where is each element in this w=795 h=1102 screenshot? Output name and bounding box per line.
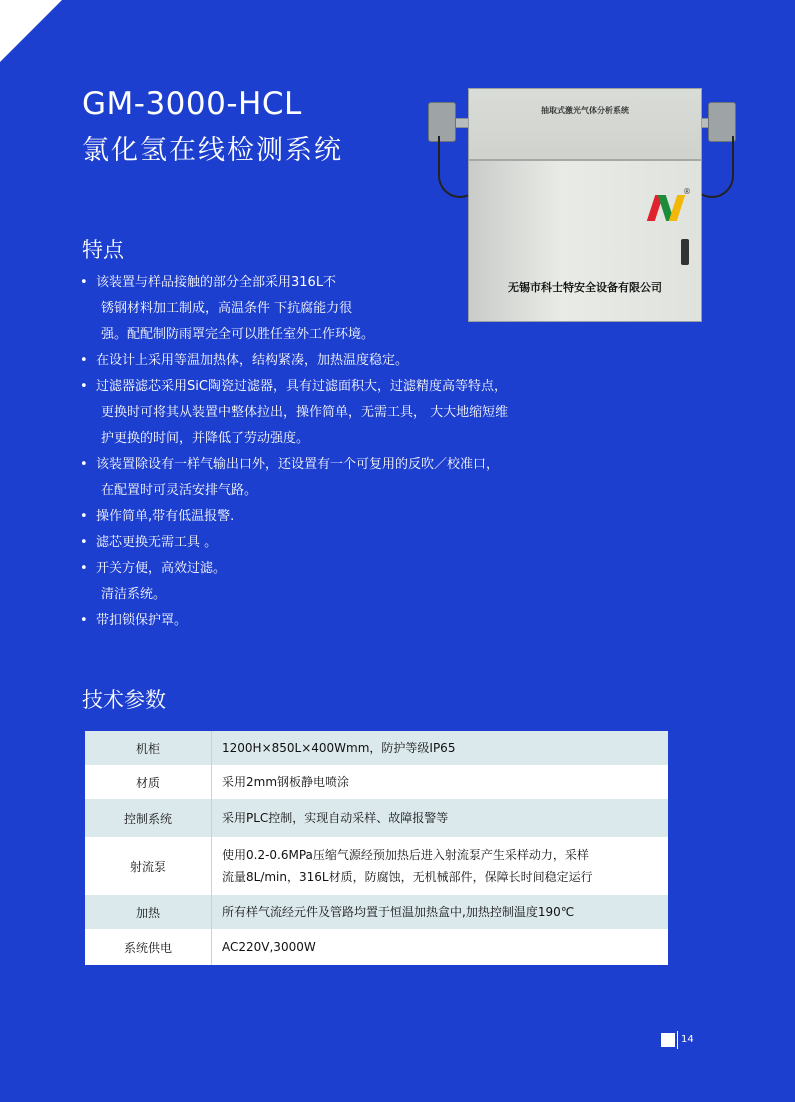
spec-label: 材质 (135, 775, 160, 790)
feature-item (80, 504, 570, 530)
bullet-icon: • (80, 457, 88, 472)
bullet-icon: • (80, 275, 88, 290)
spec-row (85, 895, 668, 929)
spec-value-line: 采用PLC控制，实现自动采样、故障报警等 (222, 811, 449, 825)
features-list (80, 270, 570, 634)
registered-mark: ® (683, 187, 691, 196)
company-name-label: 无锡市科士特安全设备有限公司 (508, 281, 662, 294)
spec-value-line: AC220V,3000W (222, 940, 316, 954)
feature-item (80, 270, 570, 348)
spec-value-line: 1200H×850L×400Wmm，防护等级IP65 (222, 741, 456, 755)
product-model-title: GM-3000-HCL (82, 86, 302, 122)
product-name-title: 氯化氢在线检测系统 (82, 135, 343, 166)
spec-row (85, 929, 668, 965)
feature-text: 清洁系统。 (101, 587, 167, 602)
feature-item (80, 452, 570, 504)
bullet-icon: • (80, 353, 88, 368)
feature-item (80, 530, 570, 556)
cabinet-heating-box (469, 89, 701, 161)
feature-text: 该装置除设有一样气输出口外，还设置有一个可复用的反吹／校准口， (96, 457, 500, 472)
feature-item (80, 608, 570, 634)
spec-row (85, 799, 668, 837)
page-marker (661, 1033, 675, 1047)
spec-label: 控制系统 (85, 799, 212, 837)
cabinet-handle (681, 239, 689, 265)
cabinet-title-label: 抽取式激光气体分析系统 (541, 106, 629, 115)
spec-value (212, 765, 669, 799)
bullet-icon: • (80, 561, 88, 576)
spec-value (212, 895, 669, 929)
feature-item (80, 348, 570, 374)
spec-row (85, 731, 668, 765)
feature-text: 操作简单,带有低温报警. (96, 509, 235, 524)
feature-text: 锈钢材料加工制成，高温条件 下抗腐能力很 (101, 301, 353, 316)
corner-fold (0, 0, 62, 62)
feature-text: 在设计上采用等温加热体，结构紧凑，加热温度稳定。 (96, 353, 409, 368)
bullet-icon: • (80, 535, 88, 550)
feature-text: 该装置与样品接触的部分全部采用316L不 (96, 275, 337, 290)
company-logo (649, 189, 693, 223)
spec-row (85, 765, 668, 799)
spec-label: 系统供电 (123, 940, 172, 955)
feature-text: 开关方便，高效过滤。 (96, 561, 227, 576)
page-number: 14 (681, 1034, 694, 1045)
spec-label: 射流泵 (129, 859, 166, 874)
feature-text: 滤芯更换无需工具 。 (96, 535, 218, 550)
bullet-icon: • (80, 379, 88, 394)
bullet-icon: • (80, 509, 88, 524)
feature-text: 在配置时可灵活安排气路。 (101, 483, 258, 498)
spec-value-line: 采用2mm钢板静电喷涂 (222, 775, 350, 789)
spec-label: 加热 (85, 895, 212, 929)
feature-text: 强。配配制防雨罩完全可以胜任室外工作环境。 (101, 327, 375, 342)
feature-item (80, 556, 570, 608)
feature-text: 带扣锁保护罩。 (96, 613, 188, 628)
spec-label: 机柜 (85, 731, 212, 765)
feature-item (80, 374, 570, 452)
spec-value (212, 731, 669, 765)
spec-table (85, 731, 668, 965)
spec-value-line: 流量8L/min，316L材质，防腐蚀，无机械部件，保障长时间稳定运行 (222, 870, 593, 884)
spec-value (212, 799, 669, 837)
spec-value-line: 所有样气流经元件及管路均置于恒温加热盒中,加热控制温度190℃ (222, 905, 575, 919)
page-separator (677, 1031, 678, 1049)
spec-value-line: 使用0.2-0.6MPa压缩气源经预加热后进入射流泵产生采样动力，采样 (222, 848, 589, 862)
feature-text: 护更换的时间，并降低了劳动强度。 (101, 431, 310, 446)
spec-value (212, 929, 669, 965)
spec-value (212, 837, 669, 895)
feature-text: 过滤器滤芯采用SiC陶瓷过滤器，具有过滤面积大，过滤精度高等特点， (96, 379, 507, 394)
features-heading: 特点 (82, 238, 124, 262)
specs-heading: 技术参数 (82, 688, 166, 712)
feature-text: 更换时可将其从装置中整体拉出，操作简单，无需工具， 大大地缩短维 (101, 405, 509, 420)
bullet-icon: • (80, 613, 88, 628)
spec-row (85, 837, 668, 895)
